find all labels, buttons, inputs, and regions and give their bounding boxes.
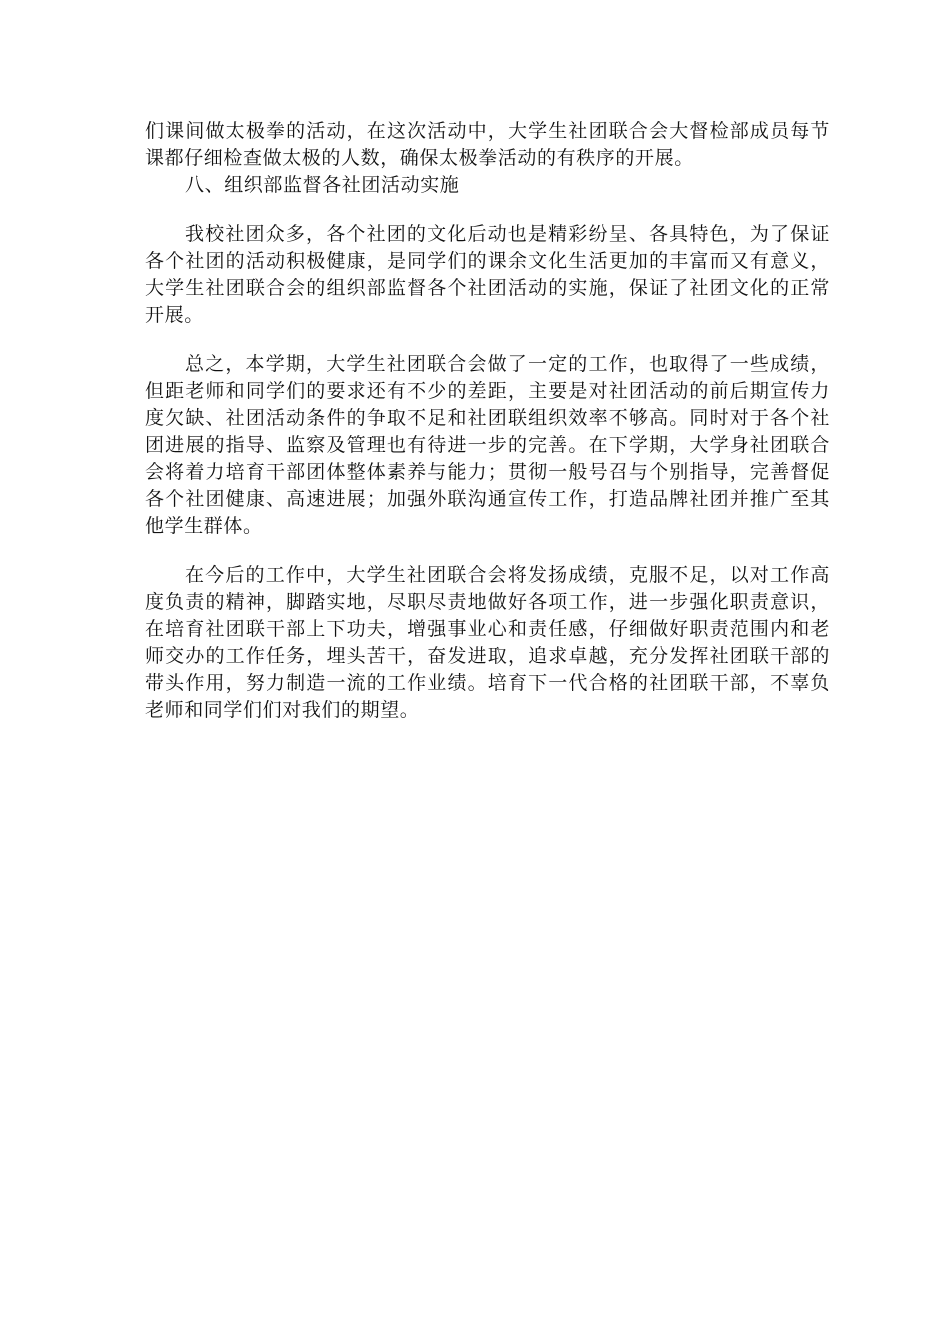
section-heading-8: 八、组织部监督各社团活动实施 xyxy=(185,174,460,196)
paragraph-summary: 总之，本学期，大学生社团联合会做了一定的工作，也取得了一些成绩，但距老师和同学们的要求还有不少的差距，主要是对社团活动的前后期宣传力度欠缺、社团活动条件的争取不足和社团联组织效率不够高。同时对于各个社团进展的指导、监察及管理也有待进一步的完善。在下学期，大学身社团联合会将着力培育干部团体整体素养与能力；贯彻一般号召与个别指导，完善督促各个社团健康、高速进展；加强外联沟通宣传工作，打造品牌社团并推广至其他学生群体。 xyxy=(145,353,830,537)
paragraph-future-work: 在今后的工作中，大学生社团联合会将发扬成绩，克服不足，以对工作高度负责的精神，脚踏实地，尽职尽责地做好各项工作，进一步强化职责意识，在培育社团联干部上下功夫，增强事业心和责任感，仔细做好职责范围内和老师交办的工作任务，埋头苦干，奋发进取，追求卓越，充分发挥社团联干部的带头作用，努力制造一流的工作业绩。培育下一代合格的社团联干部，不辜负老师和同学们们对我们的期望。 xyxy=(145,564,830,721)
paragraph-club-supervision: 我校社团众多，各个社团的文化后动也是精彩纷呈、各具特色，为了保证各个社团的活动积极健康，是同学们的课余文化生活更加的丰富而又有意义，大学生社团联合会的组织部监督各个社团活动的实施，保证了社团文化的正常开展。 xyxy=(145,223,830,326)
paragraph-continuation: 们课间做太极拳的活动，在这次活动中，大学生社团联合会大督检部成员每节课都仔细检查做太极的人数，确保太极拳活动的有秩序的开展。 xyxy=(145,120,830,169)
document-page xyxy=(145,118,830,724)
